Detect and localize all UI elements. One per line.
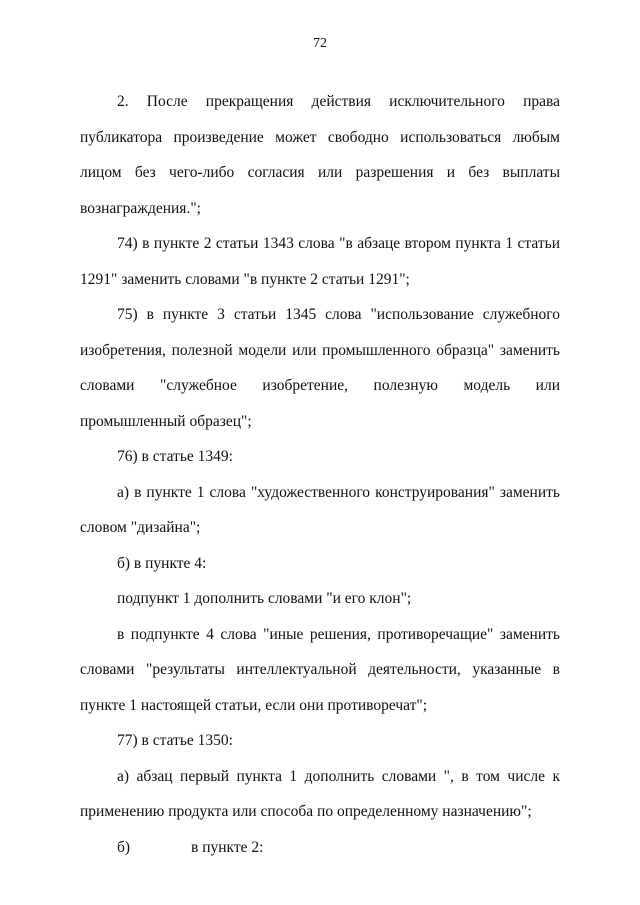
- paragraph-item-76-a: а) в пункте 1 слова "художественного конструирования" заменить словом "дизайна";: [80, 483, 560, 536]
- paragraph-subitem-4: в подпункте 4 слова "иные решения, противоречащие" заменить словами "результаты интеллектуальной деятельности, указанные в пункте 1 настоящей статьи, если они противоречат";: [80, 625, 560, 714]
- paragraph-item-75: 75) в пункте 3 статьи 1345 слова "использование служебного изобретения, полезной модели или промышленного образца" заменить словами "служебное изобретение, полезную модель или промышленный образец";: [80, 306, 560, 430]
- paragraph-item-76-b: б) в пункте 4:: [117, 554, 207, 572]
- document-body: [80, 84, 560, 865]
- page-number: 72: [313, 36, 327, 51]
- item-text: в пункте 2:: [191, 838, 264, 856]
- paragraph-item-74: 74) в пункте 2 статьи 1343 слова "в абзаце втором пункта 1 статьи 1291" заменить словами "в пункте 2 статьи 1291";: [80, 235, 560, 288]
- paragraph-clause-2: 2. После прекращения действия исключительного права публикатора произведение может свободно использоваться любым лицом без чего-либо согласия или разрешения и без выплаты вознаграждения.";: [80, 93, 560, 217]
- paragraph-item-76: 76) в статье 1349:: [117, 448, 233, 465]
- paragraph-item-77-a: а) абзац первый пункта 1 дополнить словами ", в том числе к применению продукта или способа по определенному назначению";: [80, 767, 560, 820]
- item-label: б): [117, 838, 131, 856]
- paragraph-item-77: 77) в статье 1350:: [117, 732, 233, 749]
- paragraph-item-77-b: [80, 830, 560, 866]
- paragraph-subitem-1: подпункт 1 дополнить словами "и его клон";: [117, 590, 412, 607]
